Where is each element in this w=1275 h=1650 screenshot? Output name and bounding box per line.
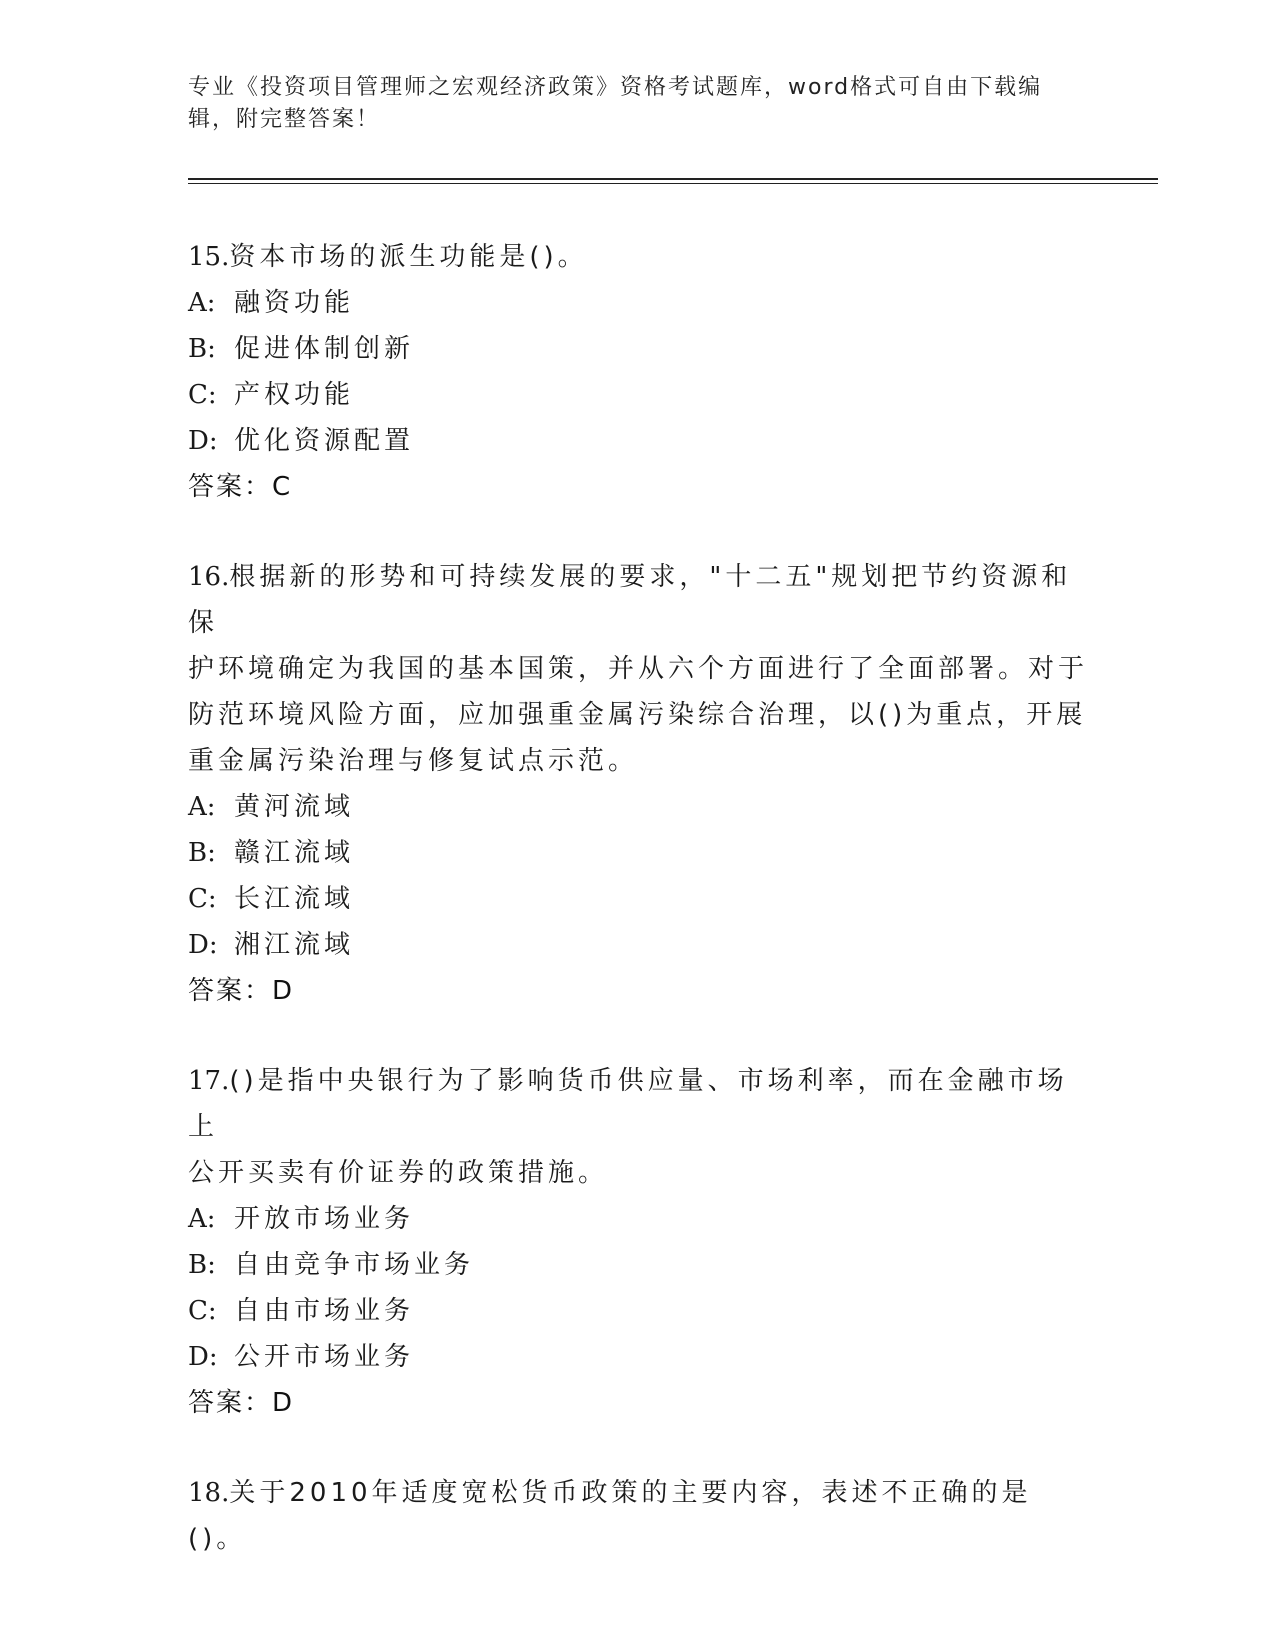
question-number: 16. (188, 562, 230, 592)
answer-line: 答案：D (188, 1388, 295, 1418)
option-letter: D: (188, 1342, 218, 1372)
question-17 (188, 1058, 1088, 1426)
question-text-line: 防范环境风险方面，应加强重金属污染综合治理，以()为重点，开展 (188, 700, 1087, 730)
header-divider-thick (188, 178, 1158, 180)
option-text: 黄河流域 (234, 792, 355, 822)
question-text-line: 护环境确定为我国的基本国策，并从六个方面进行了全面部署。对于 (188, 654, 1089, 684)
question-text-line: ()是指中央银行为了影响货币供应量、市场利率，而在金融市场上 (188, 1066, 1068, 1142)
question-number: 18. (188, 1478, 230, 1508)
option-letter: B: (188, 838, 216, 868)
question-stem (188, 1058, 1088, 1196)
question-18 (188, 1470, 1088, 1562)
option-text: 赣江流域 (234, 838, 355, 868)
question-list (188, 234, 1088, 1606)
header-divider-thin (188, 183, 1158, 184)
option-letter: B: (188, 334, 216, 364)
option-b (188, 830, 1088, 876)
option-c (188, 876, 1088, 922)
option-a (188, 1196, 1088, 1242)
question-number: 15. (188, 242, 230, 272)
option-letter: C: (188, 884, 217, 914)
option-text: 公开市场业务 (234, 1342, 415, 1372)
option-text: 湘江流域 (234, 930, 355, 960)
question-16 (188, 554, 1088, 1014)
header-line-2: 辑，附完整答案！ (188, 107, 381, 132)
option-text: 长江流域 (234, 884, 355, 914)
option-a (188, 784, 1088, 830)
question-stem (188, 1470, 1088, 1562)
option-b (188, 1242, 1088, 1288)
question-stem (188, 554, 1088, 784)
option-c (188, 1288, 1088, 1334)
option-b (188, 326, 1088, 372)
option-a (188, 280, 1088, 326)
document-header (188, 72, 1088, 136)
question-15 (188, 234, 1088, 510)
option-letter: A: (188, 288, 216, 318)
question-text: 资本市场的派生功能是()。 (229, 242, 588, 272)
option-letter: A: (188, 1204, 216, 1234)
option-letter: B: (188, 1250, 216, 1280)
option-letter: C: (188, 1296, 217, 1326)
question-number: 17. (188, 1066, 230, 1096)
option-d (188, 922, 1088, 968)
option-text: 开放市场业务 (234, 1204, 415, 1234)
header-line-1: 专业《投资项目管理师之宏观经济政策》资格考试题库，word格式可自由下载编 (188, 75, 1043, 100)
option-d (188, 1334, 1088, 1380)
option-letter: D: (188, 930, 218, 960)
question-stem (188, 234, 1088, 280)
question-text-line: 根据新的形势和可持续发展的要求，"十二五"规划把节约资源和保 (188, 562, 1072, 638)
option-text: 促进体制创新 (234, 334, 415, 364)
option-text: 自由竞争市场业务 (234, 1250, 475, 1280)
option-text: 优化资源配置 (234, 426, 415, 456)
option-text: 产权功能 (234, 380, 355, 410)
question-text-line: 重金属污染治理与修复试点示范。 (188, 746, 639, 776)
option-letter: A: (188, 792, 216, 822)
option-text: 自由市场业务 (234, 1296, 415, 1326)
option-letter: C: (188, 380, 217, 410)
option-letter: D: (188, 426, 218, 456)
answer-line: 答案：D (188, 976, 295, 1006)
option-d (188, 418, 1088, 464)
question-text-line: 公开买卖有价证券的政策措施。 (188, 1158, 609, 1188)
option-text: 融资功能 (234, 288, 355, 318)
question-text: 关于2010年适度宽松货币政策的主要内容，表述不正确的是()。 (188, 1478, 1032, 1554)
answer-line: 答案：C (188, 472, 293, 502)
option-c (188, 372, 1088, 418)
